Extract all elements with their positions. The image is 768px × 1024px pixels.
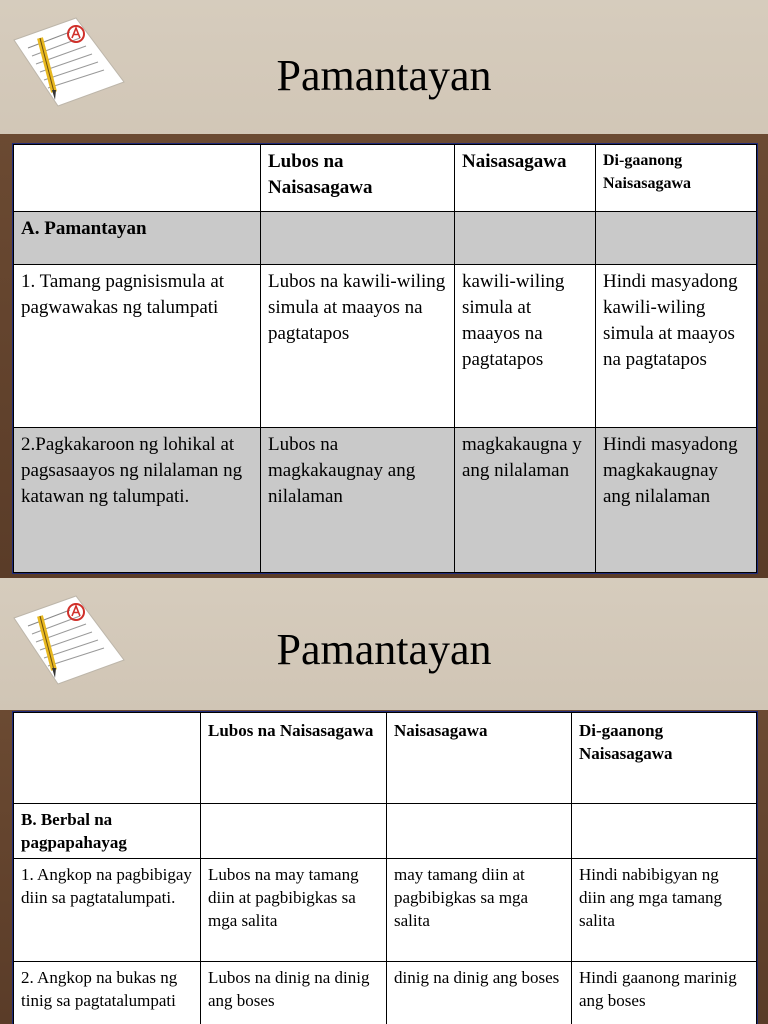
di-gaanong-cell: Hindi gaanong marinig ang boses <box>572 962 757 1024</box>
naisasagawa-cell: dinig na dinig ang boses <box>387 962 572 1024</box>
header-row <box>14 713 757 804</box>
header-di-gaanong-naisasagawa: Di-gaanong Naisasagawa <box>596 145 757 212</box>
criterion-cell: 2.Pagkakaroon ng lohikal at pagsasaayos ng nilalaman ng katawan ng talumpati. <box>14 428 261 573</box>
page-title: Pamantayan <box>276 625 492 674</box>
header-cell-empty <box>14 713 201 804</box>
table-row <box>14 962 757 1024</box>
naisasagawa-cell: magkakaugna y ang nilalaman <box>455 428 596 573</box>
rubric-table <box>13 712 757 1024</box>
slide-2 <box>0 578 768 1024</box>
section-row <box>14 804 757 859</box>
table-row <box>14 265 757 428</box>
di-gaanong-cell: Hindi nabibigyan ng diin ang mga tamang salita <box>572 859 757 962</box>
naisasagawa-cell: may tamang diin at pagbibigkas sa mga salita <box>387 859 572 962</box>
lubos-cell: Lubos na kawili-wiling simula at maayos na pagtatapos <box>261 265 455 428</box>
lubos-cell: Lubos na may tamang diin at pagbibigkas sa mga salita <box>201 859 387 962</box>
header-naisasagawa: Naisasagawa <box>387 713 572 804</box>
table-row <box>14 859 757 962</box>
criterion-cell: 1. Angkop na pagbibigay diin sa pagtatalumpati. <box>14 859 201 962</box>
table-row <box>14 428 757 573</box>
criterion-cell: 1. Tamang pagnisismula at pagwawakas ng talumpati <box>14 265 261 428</box>
criterion-cell: 2. Angkop na bukas ng tinig sa pagtatalumpati <box>14 962 201 1024</box>
header-lubos-na-naisasagawa: Lubos na Naisasagawa <box>261 145 455 212</box>
header-cell-empty <box>14 145 261 212</box>
lubos-cell: Lubos na magkakaugnay ang nilalaman <box>261 428 455 573</box>
section-label: A. Pamantayan <box>14 212 261 265</box>
section-label: B. Berbal na pagpapahayag <box>14 804 201 859</box>
di-gaanong-cell: Hindi masyadong magkakaugnay ang nilalaman <box>596 428 757 573</box>
di-gaanong-cell: Hindi masyadong kawili-wiling simula at maayos na pagtatapos <box>596 265 757 428</box>
header-row <box>14 145 757 212</box>
section-row <box>14 212 757 265</box>
lubos-cell: Lubos na dinig na dinig ang boses <box>201 962 387 1024</box>
header-naisasagawa: Naisasagawa <box>455 145 596 212</box>
rubric-table <box>13 144 757 573</box>
header-di-gaanong-naisasagawa: Di-gaanong Naisasagawa <box>572 713 757 804</box>
naisasagawa-cell: kawili-wiling simula at maayos na pagtatapos <box>455 265 596 428</box>
header-lubos-na-naisasagawa: Lubos na Naisasagawa <box>201 713 387 804</box>
page-title: Pamantayan <box>276 51 492 100</box>
